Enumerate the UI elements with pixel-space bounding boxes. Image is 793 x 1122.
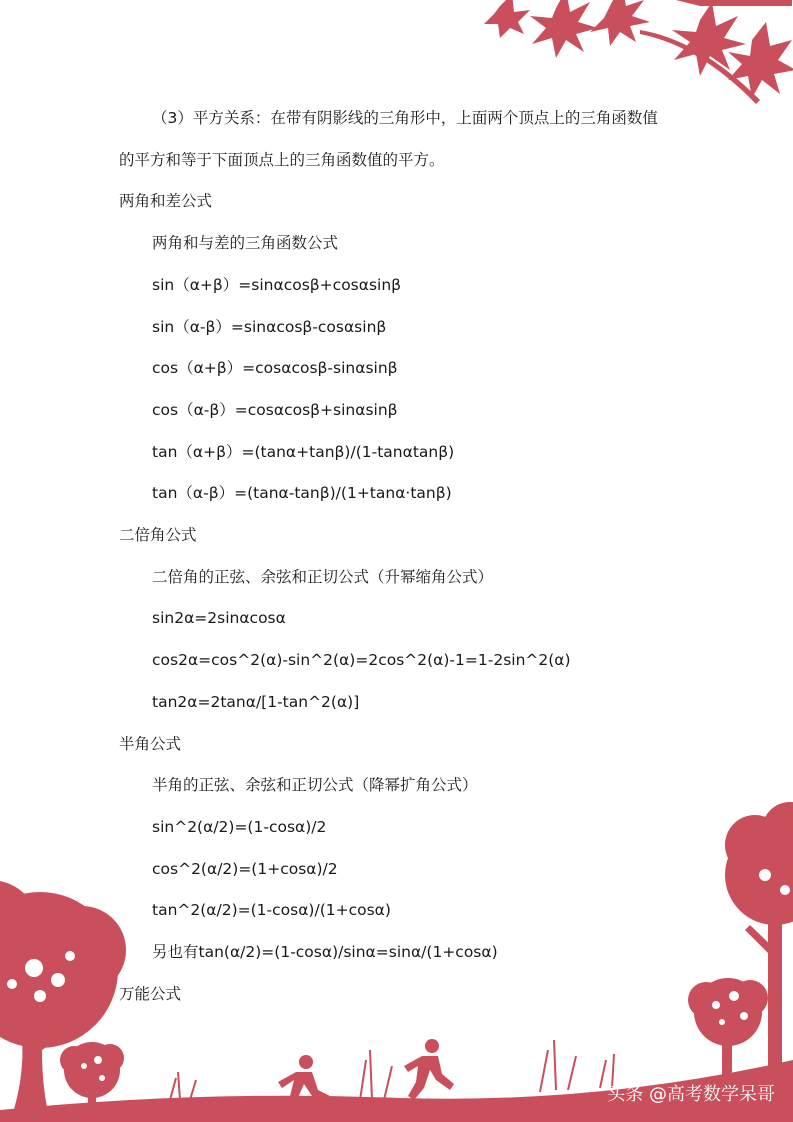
text-line: cos（α+β）=cosαcosβ-sinαsinβ	[152, 359, 398, 377]
text-line: 另也有tan(α/2)=(1-cosα)/sinα=sinα/(1+cosα)	[152, 943, 498, 961]
section-heading: 的平方和等于下面顶点上的三角函数值的平方。	[119, 151, 445, 169]
text-line: cos^2(α/2)=(1+cosα)/2	[152, 860, 338, 878]
text-line: tan^2(α/2)=(1-cosα)/(1+cosα)	[152, 901, 391, 919]
text-line: sin（α-β）=sinαcosβ-cosαsinβ	[152, 318, 387, 336]
text-line: tan（α+β）=(tanα+tanβ)/(1-tanαtanβ)	[152, 443, 455, 461]
maple-leaf-icon	[484, 0, 793, 104]
text-line: sin（α+β）=sinαcosβ+cosαsinβ	[152, 276, 402, 294]
section-heading: 半角公式	[119, 735, 182, 753]
tree-icon	[688, 978, 768, 1080]
text-line: cos2α=cos^2(α)-sin^2(α)=2cos^2(α)-1=1-2sin^2(α)	[152, 651, 571, 669]
text-line: 半角的正弦、余弦和正切公式（降幂扩角公式）	[152, 776, 478, 794]
text-line: tan2α=2tanα/[1-tan^2(α)]	[152, 693, 360, 711]
section-heading: 二倍角公式	[119, 526, 197, 544]
text-line: 二倍角的正弦、余弦和正切公式（升幂缩角公式）	[152, 568, 494, 586]
text-line: tan（α-β）=(tanα-tanβ)/(1+tanα·tanβ)	[152, 484, 452, 502]
text-line: 两角和与差的三角函数公式	[152, 234, 339, 252]
runner-icon	[404, 1039, 454, 1100]
text-line: sin2α=2sinαcosα	[152, 609, 286, 627]
text-line: （3）平方关系：在带有阴影线的三角形中，上面两个顶点上的三角函数值	[152, 109, 658, 127]
text-line: cos（α-β）=cosαcosβ+sinαsinβ	[152, 401, 398, 419]
section-heading: 万能公式	[119, 985, 182, 1003]
text-line: sin^2(α/2)=(1-cosα)/2	[152, 818, 327, 836]
grass-icon	[170, 1040, 614, 1100]
watermark: 头条 @高考数学呆哥	[607, 1084, 775, 1105]
section-heading: 两角和差公式	[119, 192, 213, 210]
